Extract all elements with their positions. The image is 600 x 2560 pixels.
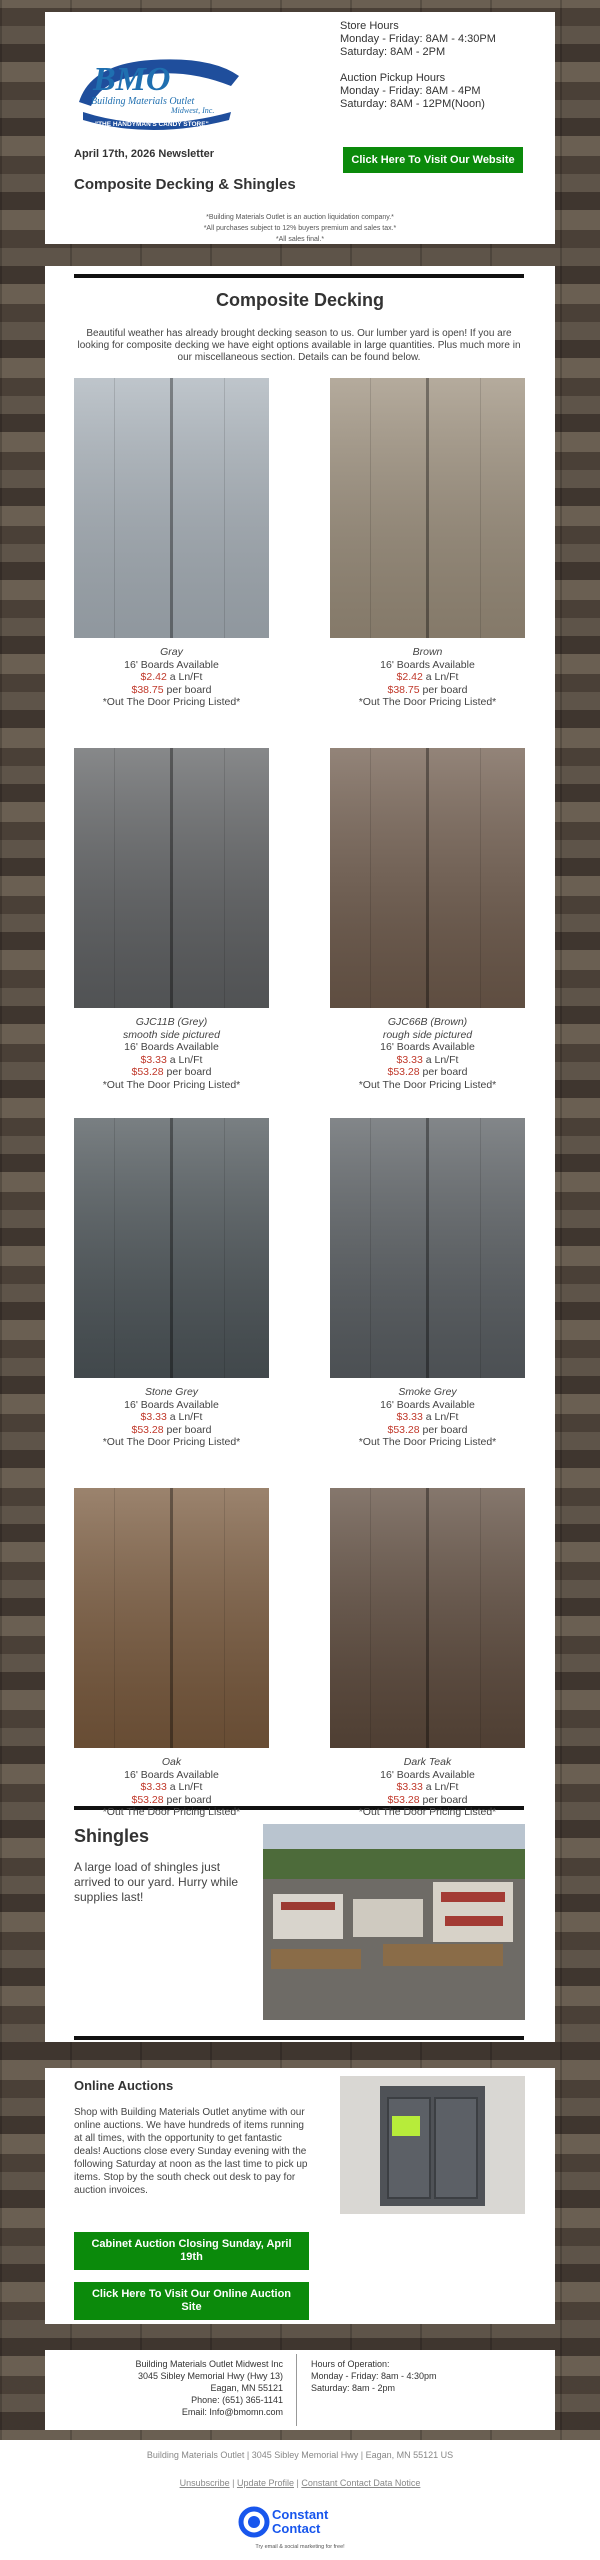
- product-details: [330, 1386, 525, 1449]
- decking-intro: Beautiful weather has already brought decking season to us. Our lumber yard is open! If you are looking for composite decking we have eight options available in large quantities. Plus much more in our miscellaneous section. Details can be found below.: [77, 328, 521, 363]
- product-lnft-price: [74, 1781, 269, 1794]
- decking-photo[interactable]: [74, 378, 269, 638]
- update-profile-link[interactable]: Update Profile: [236, 2478, 294, 2488]
- lnft-price-value: $2.42: [140, 671, 167, 683]
- lnft-price-value: $3.33: [140, 1781, 167, 1793]
- product-lnft-price: [74, 671, 269, 684]
- board-price-value: $53.28: [387, 1423, 420, 1436]
- pickup-hours-title: Auction Pickup Hours: [340, 72, 446, 84]
- product-lnft-price: [330, 1781, 525, 1794]
- store-hours-title: Store Hours: [340, 20, 399, 32]
- product-name: GJC66B (Brown): [387, 1016, 468, 1028]
- product-name: Brown: [412, 646, 443, 658]
- lnft-suffix: a Ln/Ft: [422, 1411, 459, 1423]
- note-premium: *All purchases subject to 12% buyers premium and sales tax.*: [203, 225, 397, 232]
- product-pricing-note: *Out The Door Pricing Listed*: [102, 1806, 241, 1818]
- decking-card: [45, 266, 555, 2042]
- vertical-divider: [296, 2354, 297, 2426]
- logo-main-text: BMO: [93, 61, 171, 98]
- product-details: [74, 646, 269, 709]
- lnft-suffix: a Ln/Ft: [166, 1411, 203, 1423]
- header-card: [45, 12, 555, 244]
- board-suffix: per board: [163, 683, 212, 696]
- product-pricing-note: *Out The Door Pricing Listed*: [358, 696, 497, 708]
- auction-card: [45, 2068, 555, 2324]
- lnft-suffix: a Ln/Ft: [166, 671, 203, 683]
- visit-website-button[interactable]: Click Here To Visit Our Website: [343, 147, 523, 173]
- note-liquidation: *Building Materials Outlet is an auction liquidation company.*: [206, 214, 394, 221]
- board-suffix: per board: [163, 1793, 212, 1806]
- address-block: [65, 2358, 283, 2418]
- decking-photo[interactable]: [74, 748, 269, 1008]
- product-details: [330, 646, 525, 709]
- product-boards: 16' Boards Available: [124, 1768, 219, 1781]
- product-boards: 16' Boards Available: [124, 1041, 219, 1053]
- pickup-hours-saturday: Saturday: 8AM - 12PM(Noon): [340, 98, 485, 110]
- page-title: Composite Decking & Shingles: [74, 176, 296, 193]
- product-board-price: [74, 684, 269, 697]
- product-pricing-note: *Out The Door Pricing Listed*: [358, 1436, 497, 1448]
- product-board-price: [74, 1424, 269, 1437]
- link-separator: |: [294, 2478, 302, 2488]
- city-state-zip: Eagan, MN 55121: [210, 2383, 283, 2393]
- product-name: Gray: [160, 646, 183, 658]
- product-pricing-note: *Out The Door Pricing Listed*: [102, 696, 241, 708]
- product-lnft-price: [330, 671, 525, 684]
- phone: Phone: (651) 365-1141: [191, 2395, 283, 2405]
- product-board-price: [74, 1066, 269, 1079]
- board-suffix: per board: [163, 1423, 212, 1436]
- product-board-price: [330, 1066, 525, 1079]
- cabinet-photo[interactable]: [340, 2076, 525, 2214]
- product-board-price: [330, 684, 525, 697]
- store-hours: [340, 20, 540, 111]
- board-suffix: per board: [419, 1793, 468, 1806]
- product-details: [74, 1756, 269, 1819]
- product-name: Oak: [161, 1756, 182, 1768]
- bmo-logo[interactable]: [71, 42, 251, 132]
- shingles-text: A large load of shingles just arrived to our yard. Hurry while supplies last!: [74, 1860, 239, 1904]
- product-lnft-price: [330, 1411, 525, 1424]
- product-board-price: [330, 1794, 525, 1807]
- product-details: [74, 1386, 269, 1449]
- hours-title: Hours of Operation:: [311, 2359, 390, 2369]
- product-name: Smoke Grey: [398, 1386, 457, 1398]
- product-boards: 16' Boards Available: [380, 1041, 475, 1053]
- footer-address-line: Building Materials Outlet | 3045 Sibley Memorial Hwy | Eagan, MN 55121 US: [146, 2450, 454, 2460]
- street-address: 3045 Sibley Memorial Hwy (Hwy 13): [137, 2371, 283, 2381]
- board-price-value: $53.28: [387, 1793, 420, 1806]
- lnft-suffix: a Ln/Ft: [166, 1781, 203, 1793]
- constant-contact-logo[interactable]: [238, 2502, 362, 2552]
- board-price-value: $53.28: [131, 1066, 164, 1078]
- lnft-price-value: $3.33: [396, 1053, 423, 1066]
- lnft-suffix: a Ln/Ft: [422, 671, 459, 683]
- hours-block: [311, 2358, 541, 2394]
- lnft-price-value: $2.42: [396, 671, 423, 683]
- footer-links: [0, 2478, 600, 2488]
- board-price-value: $53.28: [131, 1423, 164, 1436]
- newsletter-date: April 17th, 2026 Newsletter: [74, 148, 215, 160]
- board-suffix: per board: [419, 1066, 468, 1078]
- lnft-price-value: $3.33: [396, 1781, 423, 1793]
- product-pricing-note: *Out The Door Pricing Listed*: [102, 1436, 241, 1448]
- logo-line1: Building Materials Outlet: [91, 96, 195, 107]
- board-suffix: per board: [419, 1423, 468, 1436]
- logo-line2: Midwest, Inc.: [171, 106, 215, 115]
- product-subtitle: smooth side pictured: [123, 1028, 220, 1041]
- auction-text: Shop with Building Materials Outlet anytime with our online auctions. We have hundreds of items running at all times, with the opportunity to get fantastic deals! Auctions close every Sunday evening with the following Saturday at noon as the last time to pick up items. Stop by the south check out desk to pay for auction invoices.: [74, 2107, 308, 2196]
- product-board-price: [74, 1794, 269, 1807]
- product-board-price: [330, 1424, 525, 1437]
- lnft-price-value: $3.33: [140, 1053, 167, 1066]
- email-footer: [0, 2440, 600, 2560]
- lnft-price-value: $3.33: [140, 1411, 167, 1423]
- cc-tagline: Try email & social marketing for free!: [255, 2544, 345, 2550]
- product-boards: 16' Boards Available: [124, 1398, 219, 1411]
- logo-tagline: "THE HANDYMAN'S CANDY STORE": [95, 121, 209, 128]
- product-details: [74, 1016, 269, 1091]
- company-name: Building Materials Outlet Midwest Inc: [135, 2359, 283, 2369]
- board-price-value: $38.75: [387, 683, 420, 696]
- lnft-suffix: a Ln/Ft: [422, 1053, 459, 1066]
- shingles-title: Shingles: [74, 1826, 150, 1846]
- board-suffix: per board: [163, 1066, 212, 1078]
- lnft-suffix: a Ln/Ft: [166, 1053, 203, 1066]
- contact-footer: [45, 2350, 555, 2430]
- decking-photo[interactable]: [74, 1488, 269, 1748]
- auction-title: Online Auctions: [74, 2078, 174, 2093]
- product-boards: 16' Boards Available: [380, 1768, 475, 1781]
- product-name: Dark Teak: [403, 1756, 452, 1768]
- decking-photo[interactable]: [74, 1118, 269, 1378]
- note-final: *All sales final.*: [275, 236, 325, 243]
- product-details: [330, 1756, 525, 1819]
- product-lnft-price: [330, 1054, 525, 1067]
- decking-photo[interactable]: [330, 378, 525, 638]
- cc-logo-line1: Constant: [272, 2507, 329, 2522]
- product-pricing-note: *Out The Door Pricing Listed*: [358, 1806, 497, 1818]
- product-boards: 16' Boards Available: [380, 658, 475, 671]
- pickup-hours-weekday: Monday - Friday: 8AM - 4PM: [340, 85, 481, 97]
- shingles-photo[interactable]: [263, 1824, 525, 2020]
- product-pricing-note: *Out The Door Pricing Listed*: [102, 1078, 241, 1091]
- decking-photo[interactable]: [330, 1118, 525, 1378]
- product-name: GJC11B (Grey): [135, 1016, 208, 1028]
- product-name: Stone Grey: [144, 1386, 199, 1398]
- cc-logo-line2: Contact: [272, 2521, 321, 2536]
- lnft-suffix: a Ln/Ft: [422, 1781, 459, 1793]
- board-price-value: $53.28: [387, 1066, 420, 1078]
- lnft-price-value: $3.33: [396, 1411, 423, 1423]
- disclaimer-notes: [45, 212, 555, 245]
- decking-photo[interactable]: [330, 1488, 525, 1748]
- divider-rule: [74, 2036, 524, 2040]
- board-price-value: $38.75: [131, 683, 164, 696]
- product-boards: 16' Boards Available: [124, 658, 219, 671]
- data-notice-link[interactable]: Constant Contact Data Notice: [301, 2478, 421, 2488]
- email[interactable]: Email: Info@bmomn.com: [181, 2407, 283, 2417]
- product-lnft-price: [74, 1054, 269, 1067]
- board-price-value: $53.28: [131, 1793, 164, 1806]
- cabinet-auction-button[interactable]: Cabinet Auction Closing Sunday, April 19th: [74, 2232, 309, 2270]
- link-separator: |: [229, 2478, 237, 2488]
- store-hours-weekday: Monday - Friday: 8AM - 4:30PM: [340, 33, 496, 45]
- product-lnft-price: [74, 1411, 269, 1424]
- unsubscribe-link[interactable]: Unsubscribe: [179, 2478, 230, 2488]
- decking-photo[interactable]: [330, 748, 525, 1008]
- hours-saturday: Saturday: 8am - 2pm: [311, 2383, 396, 2393]
- hours-weekday: Monday - Friday: 8am - 4:30pm: [311, 2371, 437, 2381]
- store-hours-saturday: Saturday: 8AM - 2PM: [340, 46, 446, 58]
- decking-title: Composite Decking: [215, 290, 385, 310]
- product-boards: 16' Boards Available: [380, 1398, 475, 1411]
- board-suffix: per board: [419, 683, 468, 696]
- product-pricing-note: *Out The Door Pricing Listed*: [358, 1078, 497, 1091]
- product-details: [330, 1016, 525, 1091]
- product-subtitle: rough side pictured: [382, 1028, 473, 1041]
- auction-site-button[interactable]: Click Here To Visit Our Online Auction Site: [74, 2282, 309, 2320]
- divider-rule: [74, 274, 524, 278]
